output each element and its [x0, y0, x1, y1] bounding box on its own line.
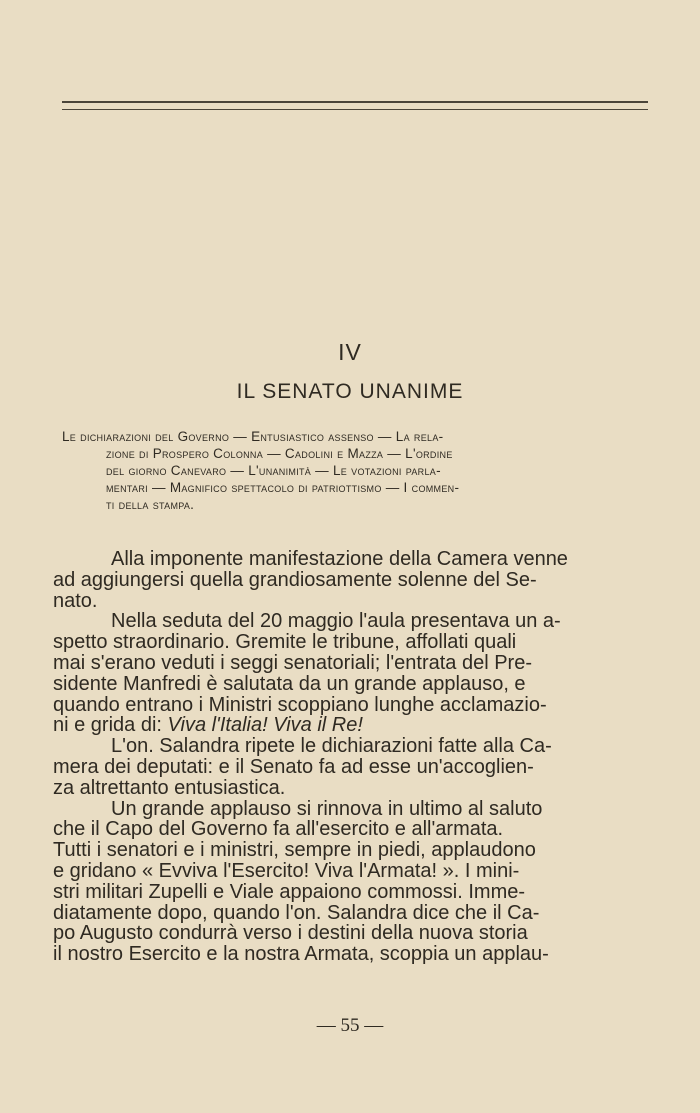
header-rule — [62, 101, 648, 103]
italic-exclamation: Viva l'Italia! Viva il Re! — [167, 714, 363, 737]
body-line: spetto straordinario. Gremite le tribune, affollati quali — [53, 631, 517, 654]
summary-line: ti della stampa. — [106, 497, 195, 512]
body-line: Tutti i senatori e i ministri, sempre in piedi, applaudono — [53, 839, 536, 862]
body-line: stri militari Zupelli e Viale appaiono commossi. Imme- — [53, 880, 526, 903]
body-line: diatamente dopo, quando l'on. Salandra dice che il Ca- — [53, 901, 540, 924]
body-line: che il Capo del Governo fa all'esercito e all'armata. — [53, 818, 504, 841]
body-line: Un grande applauso si rinnova in ultimo al saluto — [111, 797, 543, 820]
body-line: za altrettanto entusiastica. — [53, 776, 286, 799]
body-line-start: ni e grida di: — [53, 714, 168, 737]
summary-line: del giorno Canevaro — L'unanimità — Le votazioni parla- — [106, 463, 441, 478]
summary-line: Le dichiarazioni del Governo — Entusiastico assenso — La rela- — [62, 429, 444, 444]
chapter-number: IV — [338, 339, 362, 365]
body-line: mera dei deputati: e il Senato fa ad esse un'accoglien- — [53, 755, 534, 778]
body-line: quando entrano i Ministri scoppiano lunghe acclamazio- — [53, 693, 547, 716]
body-line: sidente Manfredi è salutata da un grande applauso, e — [53, 672, 526, 695]
body-line: nato. — [53, 589, 98, 612]
body-text — [53, 549, 645, 965]
header-rule-thin — [62, 109, 648, 110]
body-line: e gridano « Evviva l'Esercito! Viva l'Armata! ». I mini- — [53, 859, 520, 882]
page-number: — 55 — — [316, 1015, 384, 1036]
body-line: il nostro Esercito e la nostra Armata, scoppia un applau- — [53, 943, 549, 966]
body-line: po Augusto condurrà verso i destini della nuova storia — [53, 922, 528, 945]
chapter-title: IL SENATO UNANIME — [236, 380, 464, 403]
body-line: Nella seduta del 20 maggio l'aula presentava un a- — [111, 610, 561, 633]
summary-line: mentari — Magnifico spettacolo di patriottismo — I commen- — [106, 480, 460, 495]
summary-line: zione di Prospero Colonna — Cadolini e Mazza — L'ordine — [106, 446, 453, 461]
body-line: Alla imponente manifestazione della Camera venne — [111, 548, 568, 570]
body-line: ad aggiungersi quella grandiosamente solenne del Se- — [53, 568, 537, 591]
body-line-with-exclamation — [53, 715, 645, 736]
chapter-summary — [62, 428, 644, 513]
body-line: L'on. Salandra ripete le dichiarazioni fatte alla Ca- — [111, 735, 552, 758]
body-line: mai s'erano veduti i seggi senatoriali; l'entrata del Pre- — [53, 651, 532, 674]
